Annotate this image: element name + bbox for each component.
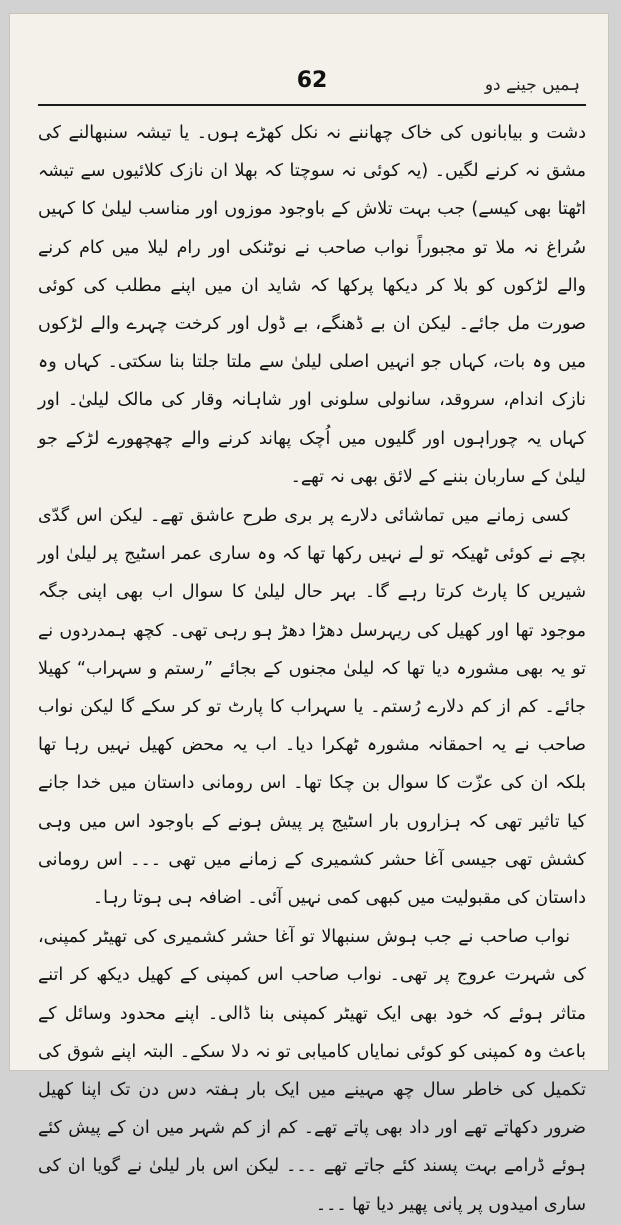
paragraph: کسی زمانے میں تماشائی دلارے پر بری طرح عاشق تھے۔ لیکن اس گدّی بچے نے کوئی ٹھیکہ تو لے نہیں رکھا تھا کہ وہ ساری عمر اسٹیج پر لیلیٰ اور شیریں کا پارٹ کرتا رہے گا۔ بہر حال لیلیٰ کا سوال اب بھی اپنی جگہ موجود تھا اور کھیل کی ریہرسل دھڑا دھڑ ہو رہی تھی۔ کچھ ہمدردوں نے تو یہ بھی مشورہ دیا تھا کہ لیلیٰ مجنوں کے بجائے ”رستم و سہراب“ کھیلا جائے۔ کم از کم دلارے رُستم۔ یا سہراب کا پارٹ تو کر سکے گا لیکن نواب صاحب نے یہ احمقانہ مشورہ ٹھکرا دیا۔ اب یہ محض کھیل نہیں رہا تھا بلکہ ان کی عزّت کا سوال بن چکا تھا۔ اس رومانی داستان میں خدا جانے کیا تاثیر تھی کہ ہزاروں بار اسٹیج پر پیش ہونے کے باوجود اس میں وہی کشش تھی جیسی آغا حشر کشمیری کے زمانے میں تھی ۔۔۔ اس رومانی داستان کی مقبولیت میں کبھی کمی نہیں آئی۔ اضافہ ہی ہوتا رہا۔: [38, 506, 586, 909]
body-text: [38, 114, 586, 1225]
paragraph: نواب صاحب نے جب ہوش سنبھالا تو آغا حشر کشمیری کی تھیٹر کمپنی، کی شہرت عروج پر تھی۔ نواب صاحب اس کمپنی کے کھیل دیکھ کر اتنے متاثر ہوئے کہ خود بھی ایک تھیٹر کمپنی بنا ڈالی۔ اپنے محدود وسائل کے باعث وہ کمپنی کو کوئی نمایاں کامیابی تو نہ دلا سکے۔ البتہ اپنے شوق کی تکمیل کی خاطر سال چھ مہینے میں ایک بار ہفتہ دس دن تک اپنا کھیل ضرور دکھاتے تھے اور داد بھی پاتے تھے۔ کم از کم شہر میں ان کے پیش کئے ہوئے ڈرامے بہت پسند کئے جاتے تھے ۔۔۔ لیکن اس بار لیلیٰ نے گویا ان کی ساری امیدوں پر پانی پھیر دیا تھا ۔۔۔: [38, 927, 586, 1215]
page-number: 62: [296, 68, 328, 93]
running-title: ہمیں جینے دو: [484, 75, 580, 95]
header-rule: [38, 104, 586, 106]
book-page: [10, 14, 608, 1215]
page-header: [38, 62, 586, 106]
paragraph: دشت و بیابانوں کی خاک چھاننے نہ نکل کھڑے ہوں۔ یا تیشہ سنبھالنے کی مشق نہ کرنے لگیں۔ (یہ کوئی نہ سوچتا کہ بھلا ان نازک کلائیوں سے تیشہ اٹھتا بھی کیسے) جب بہت تلاش کے باوجود موزوں اور مناسب لیلیٰ کا کہیں سُراغ نہ ملا تو مجبوراً نواب صاحب نے نوٹنکی اور رام لیلا میں کام کرنے والے لڑکوں کو بلا کر دیکھا پرکھا کہ شاید ان میں اپنے مطلب کی کوئی صورت مل جائے۔ لیکن ان بے ڈھنگے، بے ڈول اور کرخت چہرے والے لڑکوں میں وہ بات، کہاں جو انہیں اصلی لیلیٰ سے ملتا جلتا بنا سکتی۔ کہاں وہ نازک اندام، سروقد، سانولی سلونی اور شاہانہ وقار کی مالک لیلیٰ۔ اور کہاں یہ چوراہوں اور گلیوں میں اُچک پھاند کرنے والے چھچھورے لڑکے جو لیلیٰ کے ساربان بننے کے لائق بھی نہ تھے۔: [38, 123, 586, 487]
